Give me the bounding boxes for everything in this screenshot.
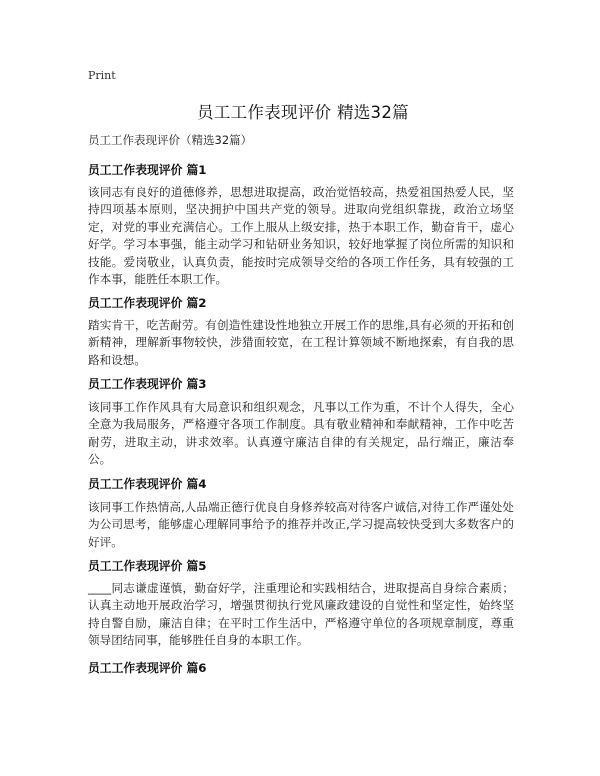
section-heading-2: 员工工作表现评价 篇2 [88, 296, 207, 310]
section-body-1: 该同志有良好的道德修养，思想进取提高，政治觉悟较高，热爱祖国热爱人民，坚持四项基本原则，坚决拥护中国共产党的领导。进取向党组织靠拢，政治立场坚定，对党的事业充满信心。工作上服从上级安排，热于本职工作，勤奋肯干，虚心好学。学习本事强，能主动学习和钻研业务知识，较好地掌握了岗位所需的知识和技能。爱岗敬业，认真负责，能按时完成领导交给的各项工作任务，具有较强的工作本事，能胜任本职工作。 [88, 185, 514, 287]
section-body-3: 该同事工作作风具有大局意识和组织观念，凡事以工作为重，不计个人得失，全心全意为我局服务，严格遵守各项工作制度。具有敬业精神和奉献精神，工作中吃苦耐劳，进取主动，讲求效率。认真遵守廉洁自律的有关规定，品行端正，廉洁奉公。 [88, 400, 514, 467]
section-heading-3: 员工工作表现评价 篇3 [88, 377, 207, 391]
document-title: 员工工作表现评价 精选32篇 [197, 103, 409, 122]
document-subtitle: 员工工作表现评价（精选32篇） [88, 133, 253, 147]
section-heading-6: 员工工作表现评价 篇6 [88, 661, 207, 675]
section-body-5: ____同志谦虚谨慎，勤奋好学，注重理论和实践相结合，进取提高自身综合素质；认真主动地开展政治学习，增强贯彻执行党风廉政建设的自觉性和坚定性，始终坚持自警自励，廉洁自律；在平时工作生活中，严格遵守单位的各项规章制度，尊重领导团结同事，能够胜任自身的本职工作。 [88, 581, 514, 648]
section-heading-4: 员工工作表现评价 篇4 [88, 477, 207, 491]
section-body-2: 踏实肯干，吃苦耐劳。有创造性建设性地独立开展工作的思维,具有必须的开拓和创新精神，理解新事物较快，涉猎面较宽，在工程计算领域不断地探索，有自我的思路和设想。 [88, 318, 514, 367]
print-link[interactable]: Print [88, 69, 116, 82]
section-heading-1: 员工工作表现评价 篇1 [88, 163, 207, 177]
section-body-4: 该同事工作热情高,人品端正德行优良自身修养较高对待客户诚信,对待工作严谨处处为公司思考，能够虚心理解同事给予的推荐并改正,学习提高较快受到大多数客户的好评。 [88, 500, 514, 549]
section-heading-5: 员工工作表现评价 篇5 [88, 559, 207, 573]
